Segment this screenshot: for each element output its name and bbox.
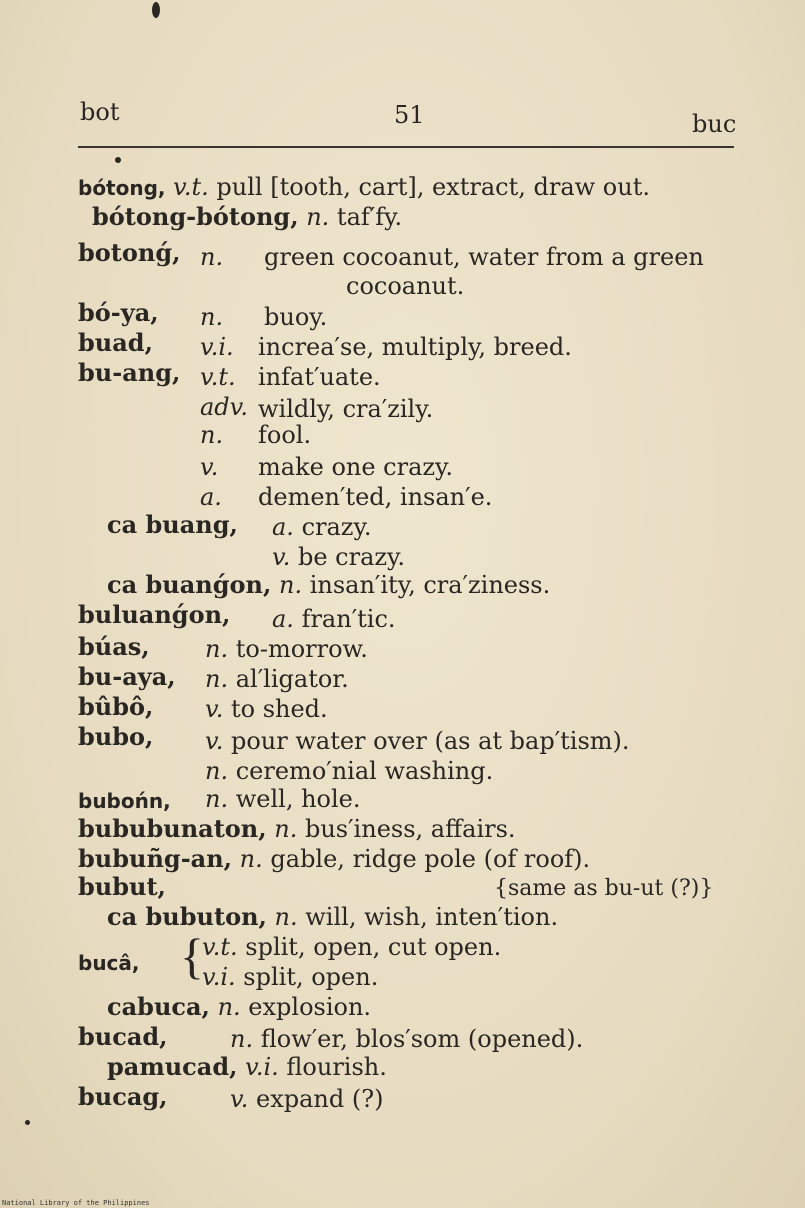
headword: ca buang,	[107, 510, 238, 539]
sense-line	[202, 932, 501, 962]
definition: explosion.	[248, 993, 372, 1021]
part-of-speech: n.	[274, 815, 298, 843]
part-of-speech: n.	[278, 571, 303, 599]
definition-continuation: cocoanut.	[346, 272, 465, 300]
definition: ceremo′nial washing.	[235, 757, 494, 785]
headword: bucâ,	[78, 951, 140, 975]
definition: increa′se, multiply, breed.	[258, 333, 572, 361]
definition: make one crazy.	[258, 453, 454, 481]
definition: expand (?)	[255, 1085, 384, 1113]
entry-botong-botong	[92, 202, 402, 232]
ink-speck	[25, 1120, 30, 1125]
definition: split, open, cut open.	[245, 933, 502, 961]
sense-line	[272, 512, 371, 542]
part-of-speech: adv.	[200, 393, 249, 421]
definition: fool.	[258, 421, 312, 449]
entry-bubung-an	[78, 844, 590, 874]
definition: flourish.	[286, 1053, 387, 1081]
running-head-right: buc	[692, 110, 737, 138]
part-of-speech: v.	[205, 695, 224, 723]
definition: fran′tic.	[301, 605, 396, 633]
definition: pour water over (as at bap′tism).	[230, 727, 630, 755]
part-of-speech: v.t.	[173, 173, 209, 201]
headword: ca buanǵon,	[107, 570, 272, 599]
definition: wildly, cra′zily.	[258, 395, 434, 423]
running-head-left: bot	[80, 98, 120, 126]
headword: buluanǵon,	[78, 600, 231, 629]
sense-line	[272, 542, 405, 572]
headword: botonǵ,	[78, 238, 181, 267]
part-of-speech: v.	[230, 1085, 249, 1113]
grouping-brace: {	[180, 928, 204, 984]
definition: crazy.	[301, 513, 372, 541]
sense-line	[205, 634, 368, 664]
definition: demen′ted, insan′e.	[258, 483, 493, 511]
headword: bucad,	[78, 1022, 168, 1051]
cross-reference: {same as bu-ut (?)}	[494, 876, 714, 901]
sense-line	[272, 604, 396, 634]
definition: be crazy.	[297, 543, 406, 571]
definition: infat′uate.	[258, 363, 381, 391]
part-of-speech: n.	[217, 993, 241, 1021]
part-of-speech: n.	[205, 785, 229, 813]
sense-line	[205, 784, 361, 814]
definition: gable, ridge pole (of roof).	[270, 845, 591, 873]
definition: green cocoanut, water from a green	[264, 243, 704, 271]
headword: bu-aya,	[78, 662, 176, 691]
headword: bububunaton,	[78, 814, 267, 843]
part-of-speech: v.i.	[202, 963, 236, 991]
headword: bótong,	[78, 176, 166, 200]
part-of-speech: n.	[200, 303, 224, 331]
part-of-speech: n.	[200, 421, 224, 449]
entry-ca-bubuton	[107, 902, 558, 932]
part-of-speech: n.	[205, 665, 229, 693]
headword: pamucad,	[107, 1052, 238, 1081]
header-rule	[78, 146, 734, 148]
entry-bubunaton	[78, 814, 516, 844]
sense-line	[205, 726, 630, 756]
part-of-speech: n.	[205, 757, 229, 785]
definition: buoy.	[264, 303, 328, 331]
sense-line	[230, 1024, 583, 1054]
headword: bubo,	[78, 722, 154, 751]
entry-botong	[78, 172, 650, 203]
definition: to shed.	[230, 695, 328, 723]
part-of-speech: v.	[272, 543, 291, 571]
entry-cabuca	[107, 992, 371, 1022]
headword: bubuñg-an,	[78, 844, 233, 873]
sense-line	[205, 756, 493, 786]
entry-pamucad	[107, 1052, 387, 1082]
headword: bó-ya,	[78, 298, 159, 327]
entry-ca-buangon	[107, 570, 550, 600]
definition: pull [tooth, cart], extract, draw out.	[216, 173, 650, 201]
ink-speck	[115, 157, 121, 163]
definition: bus′iness, affairs.	[304, 815, 516, 843]
part-of-speech: n.	[200, 243, 224, 271]
page-number: 51	[394, 101, 425, 129]
part-of-speech: n.	[205, 635, 229, 663]
headword: búas,	[78, 632, 150, 661]
part-of-speech: v.	[200, 453, 219, 481]
part-of-speech: n.	[230, 1025, 254, 1053]
part-of-speech: v.	[205, 727, 224, 755]
part-of-speech: v.i.	[245, 1053, 279, 1081]
definition: al′ligator.	[235, 665, 349, 693]
headword: bûbô,	[78, 692, 154, 721]
part-of-speech: a.	[272, 605, 294, 633]
definition: well, hole.	[235, 785, 361, 813]
headword: ca bubuton,	[107, 902, 267, 931]
sense-line	[202, 962, 378, 992]
headword: cabuca,	[107, 992, 210, 1021]
definition: taf′fy.	[336, 203, 403, 231]
entry-botong-cocoanut	[78, 238, 180, 268]
definition: will, wish, inten′tion.	[305, 903, 559, 931]
part-of-speech: a.	[200, 483, 222, 511]
part-of-speech: a.	[272, 513, 294, 541]
definition: to-morrow.	[235, 635, 368, 663]
part-of-speech: v.t.	[200, 363, 236, 391]
headword: bu-ang,	[78, 358, 181, 387]
headword: buad,	[78, 328, 153, 357]
part-of-speech: v.i.	[200, 333, 234, 361]
part-of-speech: n.	[306, 203, 330, 231]
library-watermark: National Library of the Philippines	[2, 1199, 150, 1207]
headword: bucag,	[78, 1082, 168, 1111]
part-of-speech: n.	[239, 845, 263, 873]
part-of-speech: v.t.	[202, 933, 238, 961]
part-of-speech: n.	[274, 903, 298, 931]
headword: bubońn,	[78, 789, 171, 813]
definition: split, open.	[243, 963, 379, 991]
definition: insan′ity, cra′ziness.	[309, 571, 551, 599]
sense-line	[230, 1084, 383, 1114]
headword: bubut,	[78, 872, 166, 901]
ink-speck	[152, 2, 160, 18]
definition: flow′er, blos′som (opened).	[260, 1025, 584, 1053]
sense-line	[205, 694, 328, 724]
sense-line	[205, 664, 349, 694]
headword: bótong-bótong,	[92, 202, 299, 231]
